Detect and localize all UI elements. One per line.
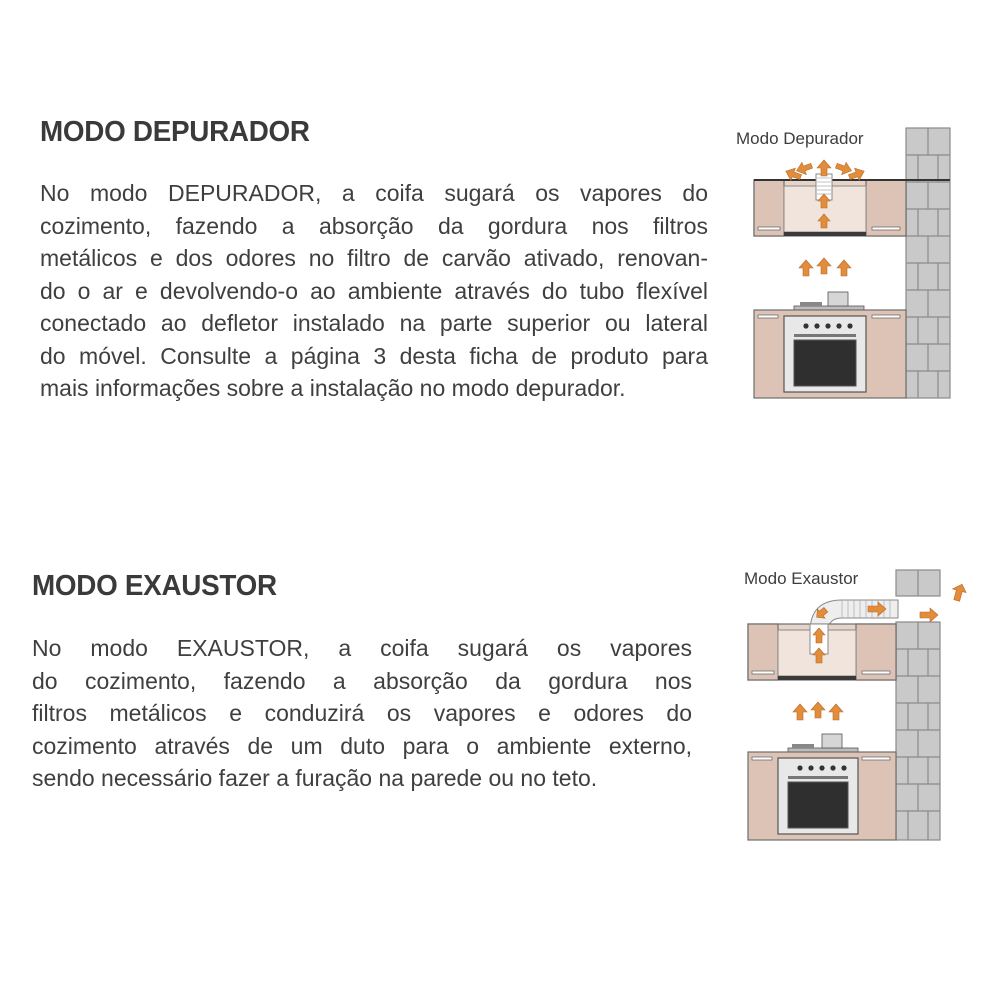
- body-line: do o ar e devolvendo-o ao ambiente através do tubo flexível: [40, 277, 708, 304]
- body-line: conectado ao defletor instalado na parte superior ou lateral: [40, 310, 708, 336]
- oven: [778, 758, 858, 834]
- cooktop: [788, 734, 858, 752]
- illustration-label-exaustor: Modo Exaustor: [744, 569, 859, 588]
- brick-wall: [896, 570, 940, 840]
- body-line: filtros metálicos e conduzirá os vapores e odores do: [32, 700, 692, 726]
- body-line: mais informações sobre a instalação no modo depurador.: [40, 375, 626, 401]
- body-line: cozimento, fazendo a absorção da gordura nos filtros: [40, 212, 708, 239]
- body-line: sendo necessário fazer a furação na parede ou no teto.: [32, 765, 598, 791]
- section-title-depurador: MODO DEPURADOR: [40, 116, 310, 148]
- brick-wall: [906, 128, 950, 398]
- depurador-mode-illustration: [720, 120, 960, 410]
- body-line: No modo EXAUSTOR, a coifa sugará os vapores: [32, 635, 692, 661]
- cooktop: [794, 292, 864, 310]
- body-line: metálicos e dos odores no filtro de carvão ativado, renovan-: [40, 245, 708, 271]
- body-line: do cozimento, fazendo a absorção da gordura nos: [32, 667, 692, 694]
- section-body-exaustor: [32, 632, 692, 795]
- illustration-label-depurador: Modo Depurador: [736, 129, 864, 148]
- body-line: do móvel. Consulte a página 3 desta ficha de produto para: [40, 342, 708, 369]
- body-line: No modo DEPURADOR, a coifa sugará os vapores do: [40, 180, 708, 206]
- exaustor-mode-illustration: [730, 562, 980, 852]
- body-line: cozimento através de um duto para o ambiente externo,: [32, 732, 692, 759]
- oven: [784, 316, 866, 392]
- section-title-exaustor: MODO EXAUSTOR: [32, 570, 277, 602]
- section-body-depurador: [40, 177, 708, 405]
